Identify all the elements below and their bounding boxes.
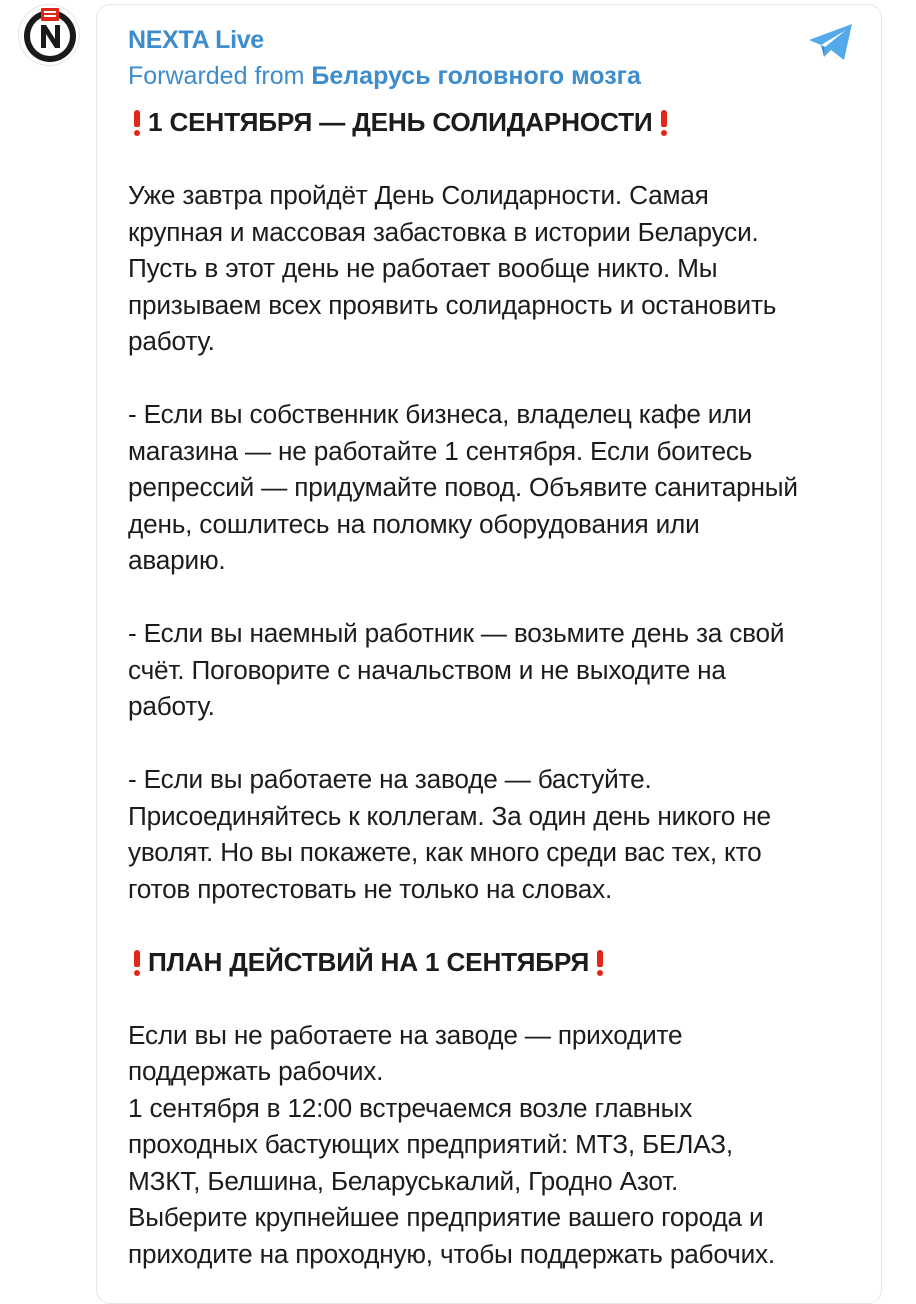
text-line: призываем всех проявить солидарность и остановить — [128, 289, 777, 320]
forwarded-source-link[interactable]: Беларусь головного мозга — [311, 62, 641, 90]
exclamation-mark-icon — [132, 107, 142, 137]
paragraph-4 — [128, 761, 868, 907]
text-line: день, сошлитесь на поломку оборудования или — [128, 508, 700, 539]
text-line: готов протестовать не только на словах. — [128, 873, 613, 904]
post-heading-2 — [128, 944, 868, 981]
text-line: Если вы не работаете на заводе — приходите — [128, 1019, 683, 1050]
exclamation-mark-icon — [659, 107, 669, 137]
text-line: магазина — не работайте 1 сентября. Если боитесь — [128, 435, 753, 466]
channel-avatar[interactable] — [18, 4, 80, 66]
heading-1-text: 1 СЕНТЯБРЯ — ДЕНЬ СОЛИДАРНОСТИ — [148, 107, 653, 137]
text-line: приходите на проходную, чтобы поддержать рабочих. — [128, 1238, 775, 1269]
exclamation-mark-icon — [595, 947, 605, 977]
nexta-logo-icon — [19, 5, 81, 67]
post-heading-1 — [128, 104, 868, 141]
text-line: 1 сентября в 12:00 встречаемся возле главных — [128, 1092, 693, 1123]
text-line: - Если вы наемный работник — возьмите день за свой — [128, 618, 785, 648]
text-line: поддержать рабочих. — [128, 1056, 384, 1086]
text-line: проходных бастующих предприятий: МТЗ, БЕЛАЗ, — [128, 1129, 733, 1159]
text-line: работу. — [128, 691, 215, 721]
text-line: счёт. Поговорите с начальством и не выходите на — [128, 654, 726, 685]
text-line: - Если вы работаете на заводе — бастуйте. — [128, 764, 652, 794]
paragraph-3 — [128, 615, 868, 725]
paragraph-1 — [128, 177, 868, 360]
text-line: Пусть в этот день не работает вообще никто. Мы — [128, 253, 718, 283]
post-body — [128, 104, 868, 1272]
forwarded-prefix: Forwarded from — [128, 62, 305, 90]
paragraph-5 — [128, 1017, 868, 1273]
telegram-plane-icon[interactable] — [806, 22, 856, 62]
channel-name-link[interactable]: NEXTA Live — [128, 26, 264, 54]
heading-2-text: ПЛАН ДЕЙСТВИЙ НА 1 СЕНТЯБРЯ — [148, 946, 590, 977]
text-line: репрессий — придумайте повод. Объявите санитарный — [128, 472, 798, 502]
text-line: Присоединяйтесь к коллегам. За один день никого не — [128, 800, 771, 831]
text-line: МЗКТ, Белшина, Беларуськалий, Гродно Азот. — [128, 1165, 679, 1196]
text-line: Выберите крупнейшее предприятие вашего города и — [128, 1202, 764, 1232]
text-line: аварию. — [128, 545, 226, 575]
exclamation-mark-icon — [132, 947, 142, 977]
paragraph-2 — [128, 396, 868, 579]
text-line: работу. — [128, 326, 215, 356]
forwarded-from — [128, 62, 641, 91]
text-line: - Если вы собственник бизнеса, владелец кафе или — [128, 399, 752, 429]
text-line: Уже завтра пройдёт День Солидарности. Самая — [128, 180, 709, 210]
text-line: уволят. Но вы покажете, как много среди вас тех, кто — [128, 837, 762, 867]
text-line: крупная и массовая забастовка в истории Беларуси. — [128, 216, 759, 247]
